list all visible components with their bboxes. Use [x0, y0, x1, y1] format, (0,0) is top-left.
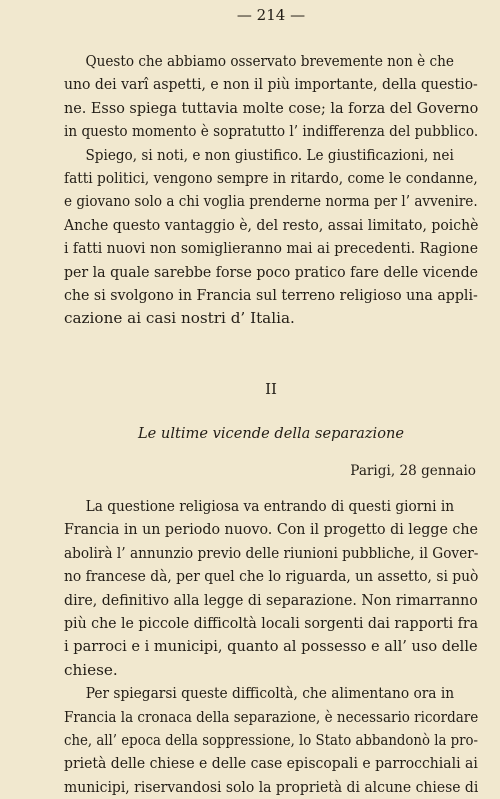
paragraph-2	[64, 144, 478, 331]
text-line: Francia in un periodo nuovo. Con il progetto di legge che	[64, 520, 478, 539]
text-line: Spiego, si noti, e non giustifico. Le giustificazioni, nei	[85, 145, 454, 164]
text-line: municipi, riservandosi solo la proprietà di alcune chiese di	[64, 777, 479, 796]
text-line: più che le piccole difficoltà locali sorgenti dai rapporti fra	[64, 613, 479, 632]
paragraph-1	[64, 50, 478, 144]
text-line: fatti politici, vengono sempre in ritardo, come le condanne,	[64, 169, 478, 188]
text-line: Francia la cronaca della separazione, è necessario ricordare	[64, 707, 479, 726]
text-line: in questo momento è sopratutto l’ indifferenza del pubblico.	[64, 122, 479, 141]
text-line: e giovano solo a chi voglia prenderne norma per l’ avvenire.	[64, 192, 478, 211]
text-line: cazione ai casi nostri d’ Italia.	[64, 309, 295, 328]
text-line: per la quale sarebbe forse poco pratico fare delle vicende	[64, 262, 478, 281]
text-line: prietà delle chiese e delle case episcopali e parrocchiali ai	[64, 754, 478, 773]
text-line: Per spiegarsi queste difficoltà, che alimentano ora in	[85, 684, 455, 703]
text-line: Questo che abbiamo osservato brevemente non è che	[85, 52, 454, 70]
text-line: chiese.	[64, 660, 118, 679]
text-line: abolirà l’ annunzio previo delle riunioni pubbliche, il Gover-	[64, 543, 479, 562]
text-line: uno dei varî aspetti, e non il più importante, della questio-	[64, 75, 478, 94]
dateline: Parigi, 28 gennaio	[350, 462, 476, 479]
text-line: ne. Esso spiega tuttavia molte cose; la forza del Governo	[64, 98, 479, 117]
text-line: che, all’ epoca della soppressione, lo Stato abbandonò la pro-	[64, 730, 478, 749]
text-line: i fatti nuovi non somiglieranno mai ai precedenti. Ragione	[64, 239, 478, 258]
text-line: La questione religiosa va entrando di questi giorni in	[85, 496, 455, 515]
text-line: no francese dà, per quel che lo riguarda, un assetto, si può	[64, 567, 479, 586]
section-title: Le ultime vicende della separazione	[137, 424, 405, 442]
text-line: i parroci e i municipi, quanto al possesso e all’ uso delle	[64, 637, 478, 656]
section-number: II	[265, 379, 277, 398]
page-number: — 214 —	[236, 6, 306, 24]
text-line: Anche questo vantaggio è, del resto, assai limitato, poichè	[64, 215, 479, 234]
paragraph-3	[64, 495, 478, 682]
text-line: che si svolgono in Francia sul terreno religioso una appli-	[64, 286, 478, 305]
text-line: dire, definitivo alla legge di separazione. Non rimarranno	[64, 590, 478, 609]
paragraph-4	[64, 682, 478, 799]
